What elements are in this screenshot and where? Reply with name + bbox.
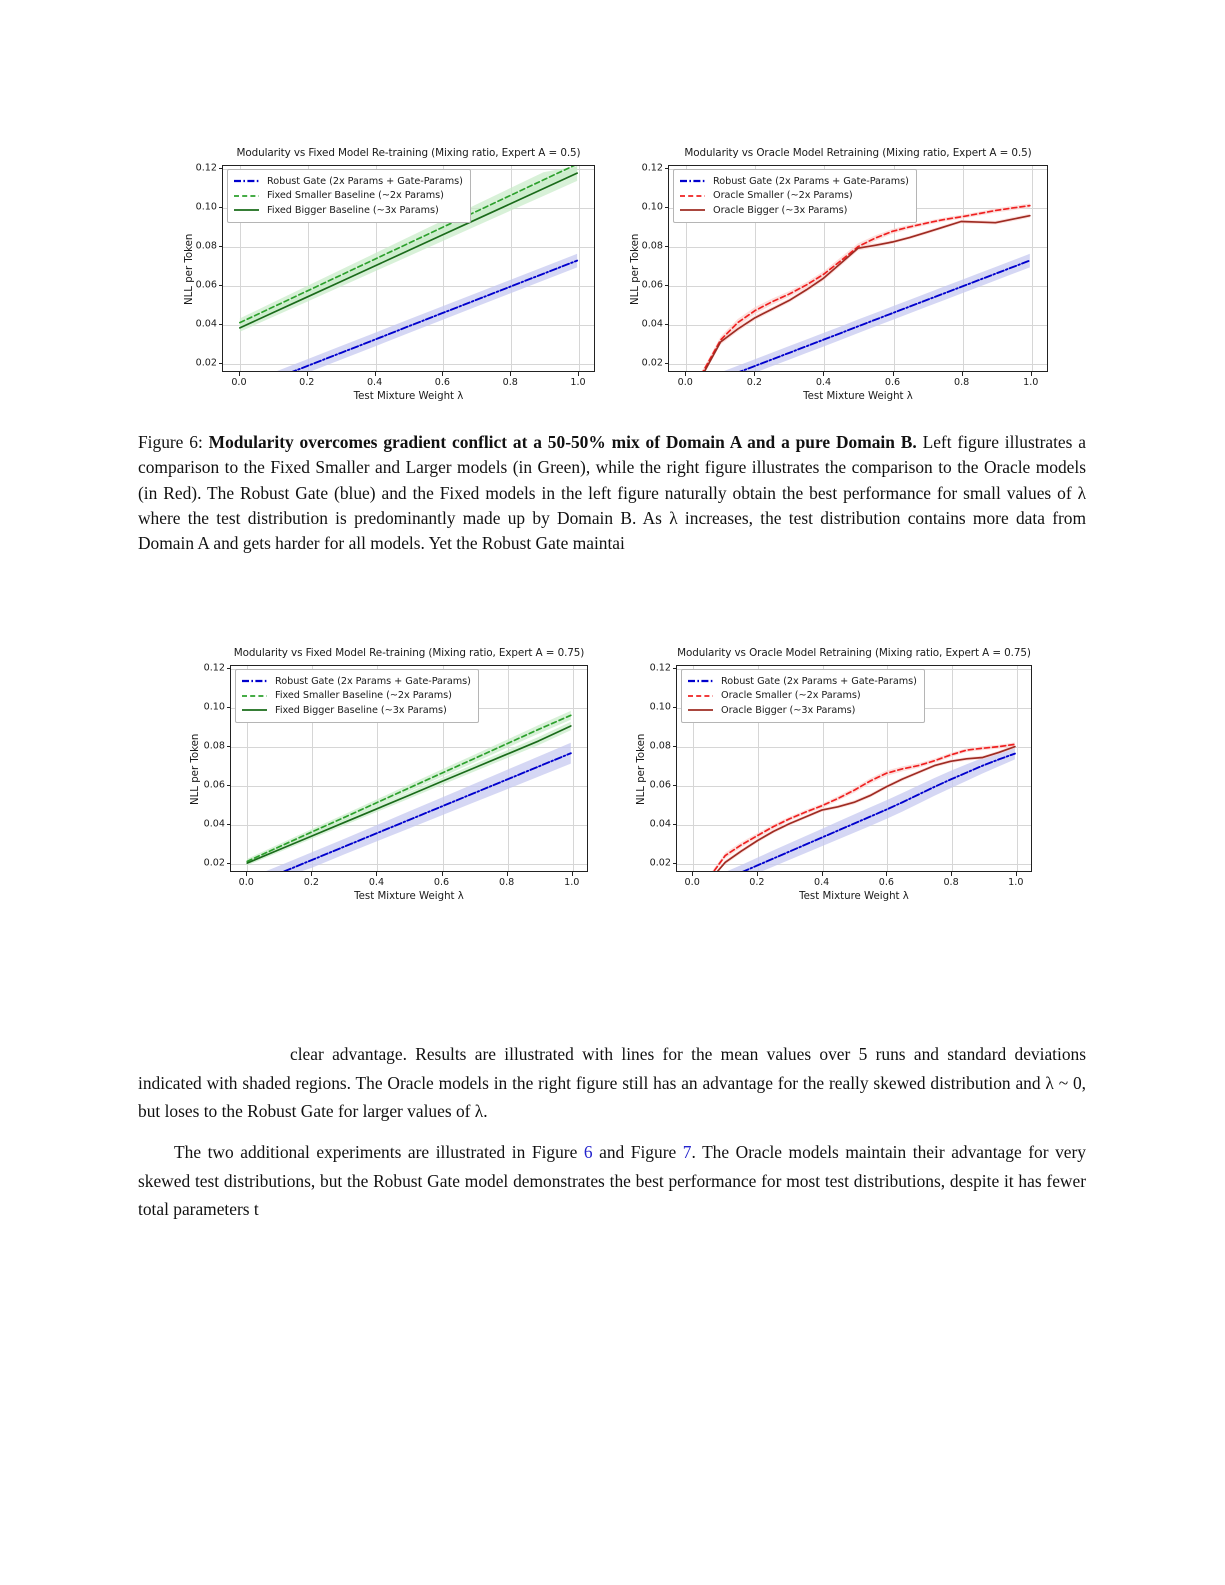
y-axis-tick-mark [665,168,669,169]
y-axis-tick-label: 0.12 [649,662,671,674]
x-axis-tick-label: 0.6 [434,377,451,388]
x-axis-tick-mark [376,872,377,876]
chart-chart-tl [176,145,606,402]
y-axis-tick-label: 0.08 [195,240,217,252]
y-axis-tick-mark [219,168,223,169]
y-axis-tick-label: 0.10 [649,701,671,713]
chart-title: Modularity vs Fixed Model Re-training (Mixing ratio, Expert A = 0.5) [236,147,581,159]
legend-item-label: Robust Gate (2x Params + Gate-Params) [267,175,463,187]
y-axis-tick-mark [227,785,231,786]
chart-chart-tr [622,145,1052,402]
x-axis-tick-mark [442,372,443,376]
y-axis-tick-label: 0.06 [195,279,217,291]
x-axis-tick-label: 0.4 [815,377,832,388]
figure-caption-body: Left figure illustrates a comparison to the Fixed Smaller and Larger models (in Green), while the right figure illustrates the comparison to the Oracle models (in Red). The Robust Gate (blue) and the Fixed models in the left figure naturally obtain the best performance for small values of λ where the test distribution is predominantly made up by Domain B. As λ increases, the test distribution contains more data from Domain A and gets harder for all models. Yet the Robust Gate maintai [138,432,1086,554]
y-axis-tick-mark [673,746,677,747]
x-axis-tick-label: 0.6 [878,877,894,888]
x-axis-tick-mark [962,372,963,376]
legend-item-label: Robust Gate (2x Params + Gate-Params) [713,175,909,187]
paragraph-2-part3: . The Oracle models maintain their advantage for very skewed test distributions, but the Robust Gate model demonstrates the best performance for most test distributions, despite it has fewer total parameters t [138,1142,1086,1219]
x-axis-tick-mark [375,372,376,376]
legend-item-label: Fixed Bigger Baseline (~3x Params) [267,204,439,216]
y-axis-tick-label: 0.08 [649,740,671,752]
figure-caption-label: Figure 6: [138,432,209,452]
chart-legend [673,169,917,223]
legend-item-label: Oracle Bigger (~3x Params) [721,704,856,716]
y-axis-tick-label: 0.06 [641,279,663,291]
x-axis-tick-mark [307,372,308,376]
y-axis-tick-label: 0.10 [195,201,217,213]
legend-line-swatch-icon [241,675,268,687]
legend-item[interactable] [241,689,471,704]
y-axis-tick-mark [665,285,669,286]
x-axis-tick-label: 0.0 [677,377,693,388]
x-axis-tick-mark [510,372,511,376]
y-axis-tick-mark [673,863,677,864]
figure-7-reference-link[interactable]: 7 [682,1142,692,1162]
x-axis-tick-mark [311,872,312,876]
paragraph-2-part1: The two additional experiments are illustrated in Figure [174,1142,584,1162]
y-axis-tick-label: 0.12 [195,162,217,174]
y-axis-tick-mark [219,246,223,247]
y-axis-label: NLL per Token [190,733,201,805]
y-axis-label: NLL per Token [630,233,641,305]
x-axis-tick-label: 0.8 [502,377,518,388]
x-axis-label: Test Mixture Weight λ [353,391,464,402]
legend-line-swatch-icon [687,690,714,702]
x-axis-tick-label: 0.0 [684,877,700,888]
legend-item-label: Fixed Bigger Baseline (~3x Params) [275,704,447,716]
chart-chart-br [628,645,1048,902]
x-axis-label: Test Mixture Weight λ [354,891,464,902]
x-axis-tick-mark [442,872,443,876]
chart-legend [681,669,925,723]
y-axis-tick-label: 0.04 [203,818,225,830]
x-axis-tick-label: 1.0 [1023,377,1039,388]
legend-item[interactable] [241,703,471,718]
x-axis-tick-mark [822,872,823,876]
x-axis-tick-mark [578,372,579,376]
y-axis-tick-label: 0.04 [649,818,671,830]
body-paragraph-1 [138,1040,1086,1126]
figure-6-reference-link[interactable]: 6 [583,1142,593,1162]
y-axis-tick-mark [219,363,223,364]
y-axis-tick-mark [219,285,223,286]
y-axis-tick-mark [227,668,231,669]
y-axis-tick-label: 0.10 [641,201,663,213]
legend-item-label: Fixed Smaller Baseline (~2x Params) [275,690,452,702]
paragraph-1-text: clear advantage. Results are illustrated with lines for the mean values over 5 runs and standard deviations indicated with shaded regions. The Oracle models in the right figure still has an advantage for the really skewed distribution and λ ~ 0, but loses to the Robust Gate for larger values of λ. [138,1044,1086,1121]
x-axis-tick-mark [951,872,952,876]
legend-item[interactable] [241,674,471,689]
series-line-2 [686,216,1030,371]
y-axis-tick-label: 0.08 [641,240,663,252]
x-axis-tick-label: 0.2 [749,877,765,888]
x-axis-label: Test Mixture Weight λ [799,891,909,902]
legend-line-swatch-icon [679,190,706,202]
chart-title: Modularity vs Oracle Model Retraining (Mixing ratio, Expert A = 0.5) [684,147,1032,159]
legend-item-label: Robust Gate (2x Params + Gate-Params) [275,675,471,687]
x-axis-tick-mark [572,872,573,876]
x-axis-tick-mark [239,372,240,376]
y-axis-tick-mark [665,207,669,208]
confidence-band-2 [686,214,1030,371]
x-axis-tick-mark [246,872,247,876]
x-axis-tick-label: 0.8 [498,877,515,888]
legend-item[interactable] [679,189,909,204]
x-axis-tick-mark [1016,872,1017,876]
x-axis-tick-label: 0.4 [368,877,385,888]
x-axis-tick-mark [893,372,894,376]
y-axis-tick-label: 0.12 [203,662,225,674]
legend-line-swatch-icon [241,704,268,716]
legend-item[interactable] [233,203,463,218]
chart-legend [227,169,471,223]
x-axis-tick-label: 0.2 [303,877,319,888]
x-axis-tick-mark [757,872,758,876]
chart-chart-bl [182,645,602,902]
x-axis-tick-mark [692,872,693,876]
y-axis-tick-mark [673,785,677,786]
figure-caption [138,430,1086,556]
y-axis-tick-label: 0.02 [203,857,225,869]
confidence-band-0 [240,254,577,371]
legend-line-swatch-icon [679,175,706,187]
legend-line-swatch-icon [679,204,706,216]
y-axis-tick-label: 0.10 [203,701,225,713]
y-axis-label: NLL per Token [184,233,195,305]
y-axis-tick-mark [219,207,223,208]
x-axis-tick-label: 0.4 [813,877,830,888]
y-axis-tick-mark [219,324,223,325]
x-axis-tick-label: 0.6 [433,877,450,888]
y-axis-tick-mark [673,707,677,708]
x-axis-tick-label: 0.8 [943,877,959,888]
y-axis-tick-label: 0.02 [641,357,663,369]
legend-item[interactable] [687,703,917,718]
x-axis-tick-label: 0.2 [746,377,762,388]
y-axis-tick-label: 0.08 [203,740,225,752]
chart-legend [235,669,479,723]
legend-item-label: Oracle Smaller (~2x Params) [721,690,861,702]
x-axis-tick-mark [507,872,508,876]
paragraph-2-part2: and Figure [592,1142,683,1162]
y-axis-tick-mark [673,824,677,825]
legend-item-label: Oracle Smaller (~2x Params) [713,190,853,202]
legend-line-swatch-icon [233,204,260,216]
confidence-band-0 [686,254,1030,371]
legend-line-swatch-icon [687,675,714,687]
y-axis-tick-mark [227,863,231,864]
legend-item[interactable] [687,689,917,704]
x-axis-tick-label: 0.4 [366,377,383,388]
x-axis-tick-mark [685,372,686,376]
y-axis-tick-label: 0.12 [641,162,663,174]
y-axis-tick-label: 0.02 [649,857,671,869]
y-axis-tick-mark [665,246,669,247]
x-axis-tick-label: 0.2 [299,377,315,388]
legend-line-swatch-icon [233,190,260,202]
legend-item[interactable] [233,189,463,204]
x-axis-tick-mark [886,872,887,876]
chart-title: Modularity vs Oracle Model Retraining (Mixing ratio, Expert A = 0.75) [677,647,1031,659]
series-line-1 [686,206,1030,371]
x-axis-label: Test Mixture Weight λ [803,391,913,402]
y-axis-label: NLL per Token [636,733,647,805]
chart-title: Modularity vs Fixed Model Re-training (Mixing ratio, Expert A = 0.75) [233,647,585,659]
legend-item-label: Fixed Smaller Baseline (~2x Params) [267,190,444,202]
confidence-band-0 [247,743,571,871]
x-axis-tick-label: 0.0 [231,377,247,388]
x-axis-tick-label: 1.0 [570,377,586,388]
y-axis-tick-mark [227,707,231,708]
y-axis-tick-label: 0.04 [641,318,663,330]
y-axis-tick-mark [673,668,677,669]
legend-line-swatch-icon [233,175,260,187]
legend-item[interactable] [679,203,909,218]
x-axis-tick-label: 1.0 [1008,877,1024,888]
y-axis-tick-label: 0.02 [195,357,217,369]
x-axis-tick-mark [1031,372,1032,376]
y-axis-tick-mark [665,324,669,325]
x-axis-tick-label: 0.0 [238,877,254,888]
body-paragraph-2 [138,1138,1086,1224]
legend-item[interactable] [687,674,917,689]
x-axis-tick-mark [754,372,755,376]
legend-line-swatch-icon [241,690,268,702]
confidence-band-1 [686,204,1030,371]
y-axis-tick-label: 0.06 [203,779,225,791]
x-axis-tick-mark [823,372,824,376]
y-axis-tick-mark [665,363,669,364]
figure-caption-bold-lead: Modularity overcomes gradient conflict at a 50-50% mix of Domain A and a pure Domain B. [208,432,917,452]
x-axis-tick-label: 1.0 [564,877,580,888]
x-axis-tick-label: 0.6 [884,377,901,388]
legend-line-swatch-icon [687,704,714,716]
y-axis-tick-mark [227,824,231,825]
legend-item[interactable] [679,174,909,189]
legend-item[interactable] [233,174,463,189]
y-axis-tick-label: 0.04 [195,318,217,330]
confidence-band-2 [247,722,571,866]
y-axis-tick-label: 0.06 [649,779,671,791]
y-axis-tick-mark [227,746,231,747]
legend-item-label: Oracle Bigger (~3x Params) [713,204,848,216]
x-axis-tick-label: 0.8 [953,377,970,388]
legend-item-label: Robust Gate (2x Params + Gate-Params) [721,675,917,687]
